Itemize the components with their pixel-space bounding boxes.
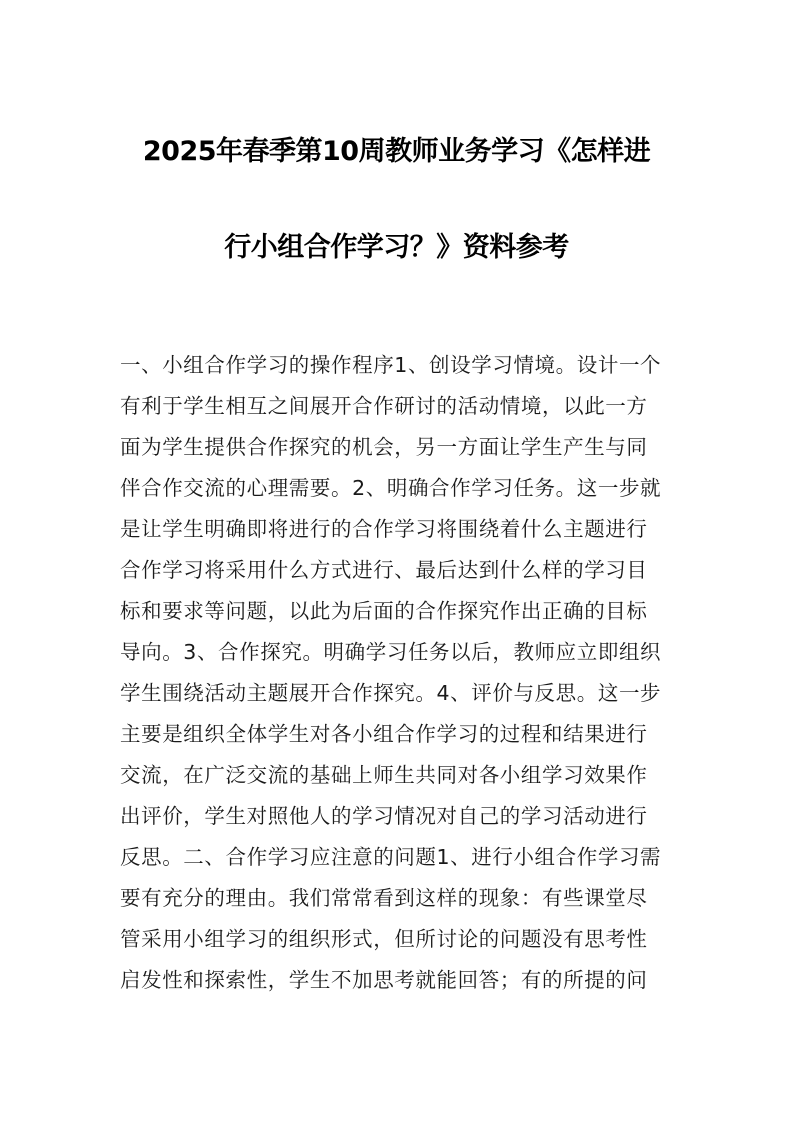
body-line: 学生围绕活动主题展开合作探究。4、评价与反思。这一步 — [120, 681, 662, 705]
body-line: 一、小组合作学习的操作程序1、创设学习情境。设计一个 — [120, 353, 662, 377]
body-line: 导向。3、合作探究。明确学习任务以后，教师应立即组织 — [120, 640, 662, 664]
body-line: 有利于学生相互之间展开合作研讨的活动情境，以此一方 — [120, 394, 648, 418]
body-line: 是让学生明确即将进行的合作学习将围绕着什么主题进行 — [120, 517, 648, 541]
body-line: 合作学习将采用什么方式进行、最后达到什么样的学习目 — [120, 558, 648, 582]
body-line: 出评价，学生对照他人的学习情况对自己的学习活动进行 — [120, 804, 648, 828]
body-line: 标和要求等问题，以此为后面的合作探究作出正确的目标 — [120, 599, 648, 623]
document-title-line-2: 行小组合作学习？》资料参考 — [224, 232, 569, 263]
body-line: 主要是组织全体学生对各小组合作学习的过程和结果进行 — [120, 722, 648, 746]
body-line: 反思。二、合作学习应注意的问题1、进行小组合作学习需 — [120, 845, 662, 869]
body-line: 要有充分的理由。我们常常看到这样的现象：有些课堂尽 — [120, 886, 648, 910]
body-line: 面为学生提供合作探究的机会，另一方面让学生产生与同 — [120, 435, 648, 459]
body-line: 交流，在广泛交流的基础上师生共同对各小组学习效果作 — [120, 763, 648, 787]
document-body — [120, 345, 680, 1001]
body-line: 伴合作交流的心理需要。2、明确合作学习任务。这一步就 — [120, 476, 662, 500]
body-line: 启发性和探索性，学生不加思考就能回答；有的所提的问 — [120, 968, 648, 992]
document-title-line-1: 2025年春季第10周教师业务学习《怎样进 — [142, 136, 651, 167]
body-line: 管采用小组学习的组织形式，但所讨论的问题没有思考性 — [120, 927, 648, 951]
